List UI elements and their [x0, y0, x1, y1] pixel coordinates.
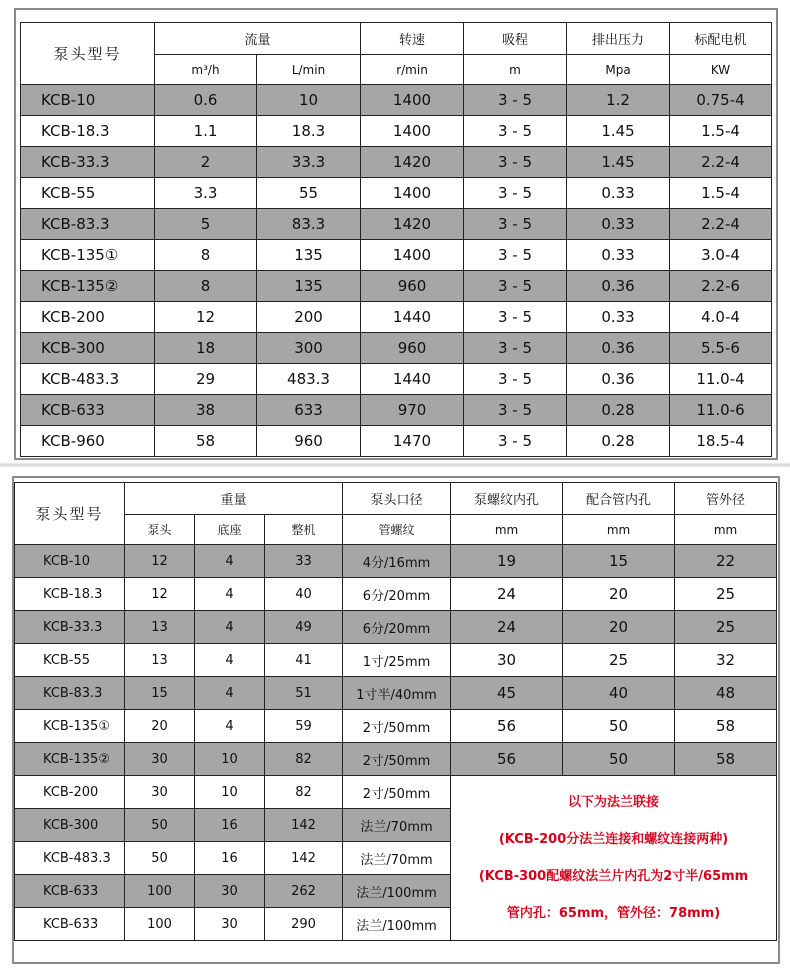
- value-cell: 22: [675, 545, 777, 578]
- value-cell: 40: [265, 578, 343, 611]
- sub-complete: 整机: [265, 515, 343, 545]
- value-cell: 40: [563, 677, 675, 710]
- value-cell: 0.6: [155, 85, 257, 116]
- table-row: [15, 677, 777, 710]
- value-cell: 6分/20mm: [343, 578, 451, 611]
- value-cell: 3 - 5: [464, 240, 567, 271]
- value-cell: 18: [155, 333, 257, 364]
- value-cell: 32: [675, 644, 777, 677]
- value-cell: 4: [195, 578, 265, 611]
- value-cell: 2.2-4: [670, 209, 772, 240]
- value-cell: 59: [265, 710, 343, 743]
- value-cell: 1寸半/40mm: [343, 677, 451, 710]
- value-cell: 1.45: [567, 147, 670, 178]
- value-cell: 142: [265, 809, 343, 842]
- value-cell: 49: [265, 611, 343, 644]
- value-cell: 法兰/70mm: [343, 842, 451, 875]
- table-row: [21, 240, 772, 271]
- value-cell: 58: [675, 743, 777, 776]
- value-cell: 4分/16mm: [343, 545, 451, 578]
- value-cell: 2.2-6: [670, 271, 772, 302]
- model-cell: KCB-960: [21, 426, 155, 457]
- value-cell: 3 - 5: [464, 147, 567, 178]
- value-cell: 1440: [361, 364, 464, 395]
- value-cell: 8: [155, 240, 257, 271]
- value-cell: 15: [563, 545, 675, 578]
- model-cell: KCB-300: [15, 809, 125, 842]
- table-row: [21, 271, 772, 302]
- value-cell: 18.5-4: [670, 426, 772, 457]
- unit-flow-m3h: m³/h: [155, 55, 257, 85]
- value-cell: 法兰/70mm: [343, 809, 451, 842]
- value-cell: 11.0-4: [670, 364, 772, 395]
- value-cell: 100: [125, 908, 195, 941]
- value-cell: 50: [563, 743, 675, 776]
- header-flow: 流量: [155, 23, 361, 55]
- value-cell: 55: [257, 178, 361, 209]
- value-cell: 960: [257, 426, 361, 457]
- table-row: [15, 644, 777, 677]
- value-cell: 24: [451, 578, 563, 611]
- table-row: [21, 85, 772, 116]
- sub-unit-thread-bore: mm: [451, 515, 563, 545]
- value-cell: 1.1: [155, 116, 257, 147]
- value-cell: 82: [265, 776, 343, 809]
- value-cell: 1470: [361, 426, 464, 457]
- model-cell: KCB-33.3: [21, 147, 155, 178]
- value-cell: 0.36: [567, 364, 670, 395]
- table-row: [15, 611, 777, 644]
- value-cell: 33: [265, 545, 343, 578]
- value-cell: 13: [125, 644, 195, 677]
- value-cell: 10: [195, 776, 265, 809]
- value-cell: 4: [195, 644, 265, 677]
- sub-unit-pipe-bore: mm: [563, 515, 675, 545]
- value-cell: 4: [195, 545, 265, 578]
- flange-note-line: 以下为法兰联接: [568, 795, 660, 810]
- value-cell: 58: [155, 426, 257, 457]
- value-cell: 29: [155, 364, 257, 395]
- model-cell: KCB-483.3: [15, 842, 125, 875]
- value-cell: 4: [195, 710, 265, 743]
- value-cell: 82: [265, 743, 343, 776]
- value-cell: 3 - 5: [464, 395, 567, 426]
- value-cell: 12: [125, 578, 195, 611]
- model-cell: KCB-135②: [21, 271, 155, 302]
- unit-motor: KW: [670, 55, 772, 85]
- value-cell: 633: [257, 395, 361, 426]
- model-cell: KCB-55: [21, 178, 155, 209]
- model-cell: KCB-10: [15, 545, 125, 578]
- table-row: [21, 364, 772, 395]
- value-cell: 3 - 5: [464, 333, 567, 364]
- header-pipe-od: 管外径: [675, 483, 777, 515]
- header-motor: 标配电机: [670, 23, 772, 55]
- flange-note-line: 管内孔：65mm，管外径：78mm): [506, 906, 721, 921]
- model-cell: KCB-33.3: [15, 611, 125, 644]
- value-cell: 1400: [361, 178, 464, 209]
- flange-note-line: (KCB-300配螺纹法兰片内孔为2寸半/65mm: [478, 869, 749, 884]
- value-cell: 3 - 5: [464, 302, 567, 333]
- model-cell: KCB-200: [21, 302, 155, 333]
- value-cell: 30: [195, 875, 265, 908]
- header-pipe-bore: 配合管内孔: [563, 483, 675, 515]
- value-cell: 960: [361, 271, 464, 302]
- sub-pump-head: 泵头: [125, 515, 195, 545]
- value-cell: 3.3: [155, 178, 257, 209]
- weight-port-table: [14, 482, 777, 941]
- section-divider: [0, 462, 790, 468]
- value-cell: 18.3: [257, 116, 361, 147]
- value-cell: 3.0-4: [670, 240, 772, 271]
- value-cell: 2寸/50mm: [343, 710, 451, 743]
- value-cell: 262: [265, 875, 343, 908]
- value-cell: 2: [155, 147, 257, 178]
- value-cell: 3 - 5: [464, 271, 567, 302]
- value-cell: 20: [563, 611, 675, 644]
- value-cell: 50: [563, 710, 675, 743]
- value-cell: 1.45: [567, 116, 670, 147]
- table-row: [21, 333, 772, 364]
- value-cell: 30: [195, 908, 265, 941]
- value-cell: 1400: [361, 240, 464, 271]
- table-row: [21, 116, 772, 147]
- table-row: [21, 178, 772, 209]
- unit-stroke: m: [464, 55, 567, 85]
- value-cell: 1400: [361, 85, 464, 116]
- value-cell: 4: [195, 611, 265, 644]
- value-cell: 10: [195, 743, 265, 776]
- table-row: [15, 776, 777, 809]
- header-model: 泵头型号: [21, 23, 155, 85]
- flange-note-line: (KCB-200分法兰连接和螺纹连接两种): [498, 832, 729, 847]
- value-cell: 3 - 5: [464, 364, 567, 395]
- value-cell: 16: [195, 842, 265, 875]
- header-stroke: 吸程: [464, 23, 567, 55]
- model-cell: KCB-83.3: [21, 209, 155, 240]
- spec-panel-weight: [12, 476, 780, 964]
- table-row: [15, 743, 777, 776]
- value-cell: 0.33: [567, 302, 670, 333]
- model-cell: KCB-300: [21, 333, 155, 364]
- value-cell: 3 - 5: [464, 209, 567, 240]
- value-cell: 20: [125, 710, 195, 743]
- model-cell: KCB-483.3: [21, 364, 155, 395]
- header-pressure: 排出压力: [567, 23, 670, 55]
- value-cell: 58: [675, 710, 777, 743]
- value-cell: 970: [361, 395, 464, 426]
- value-cell: 38: [155, 395, 257, 426]
- value-cell: 3 - 5: [464, 116, 567, 147]
- value-cell: 0.36: [567, 333, 670, 364]
- spec-panel-flow: [14, 8, 778, 460]
- header-speed: 转速: [361, 23, 464, 55]
- value-cell: 5.5-6: [670, 333, 772, 364]
- value-cell: 56: [451, 743, 563, 776]
- value-cell: 5: [155, 209, 257, 240]
- value-cell: 3 - 5: [464, 85, 567, 116]
- sub-unit-pipe-od: mm: [675, 515, 777, 545]
- value-cell: 100: [125, 875, 195, 908]
- value-cell: 4.0-4: [670, 302, 772, 333]
- table-row: [21, 395, 772, 426]
- value-cell: 16: [195, 809, 265, 842]
- unit-pressure: Mpa: [567, 55, 670, 85]
- value-cell: 50: [125, 809, 195, 842]
- value-cell: 4: [195, 677, 265, 710]
- header-weight: 重量: [125, 483, 343, 515]
- value-cell: 24: [451, 611, 563, 644]
- value-cell: 3 - 5: [464, 426, 567, 457]
- value-cell: 3 - 5: [464, 178, 567, 209]
- value-cell: 15: [125, 677, 195, 710]
- table-row: [15, 578, 777, 611]
- value-cell: 0.75-4: [670, 85, 772, 116]
- value-cell: 45: [451, 677, 563, 710]
- model-cell: KCB-18.3: [15, 578, 125, 611]
- value-cell: 25: [675, 611, 777, 644]
- value-cell: 483.3: [257, 364, 361, 395]
- value-cell: 0.36: [567, 271, 670, 302]
- flow-spec-table: [20, 22, 772, 457]
- value-cell: 1.5-4: [670, 116, 772, 147]
- value-cell: 2寸/50mm: [343, 743, 451, 776]
- value-cell: 30: [125, 776, 195, 809]
- flange-note: [451, 776, 777, 941]
- value-cell: 41: [265, 644, 343, 677]
- value-cell: 30: [451, 644, 563, 677]
- value-cell: 0.33: [567, 209, 670, 240]
- model-cell: KCB-135①: [21, 240, 155, 271]
- value-cell: 法兰/100mm: [343, 875, 451, 908]
- value-cell: 0.28: [567, 395, 670, 426]
- table-row: [21, 209, 772, 240]
- value-cell: 25: [675, 578, 777, 611]
- value-cell: 1寸/25mm: [343, 644, 451, 677]
- value-cell: 法兰/100mm: [343, 908, 451, 941]
- value-cell: 30: [125, 743, 195, 776]
- model-cell: KCB-55: [15, 644, 125, 677]
- value-cell: 0.33: [567, 178, 670, 209]
- value-cell: 2寸/50mm: [343, 776, 451, 809]
- value-cell: 50: [125, 842, 195, 875]
- value-cell: 290: [265, 908, 343, 941]
- value-cell: 8: [155, 271, 257, 302]
- value-cell: 135: [257, 271, 361, 302]
- unit-flow-lmin: L/min: [257, 55, 361, 85]
- table-row: [21, 426, 772, 457]
- value-cell: 33.3: [257, 147, 361, 178]
- value-cell: 19: [451, 545, 563, 578]
- model-cell: KCB-633: [21, 395, 155, 426]
- value-cell: 1.5-4: [670, 178, 772, 209]
- value-cell: 11.0-6: [670, 395, 772, 426]
- model-cell: KCB-633: [15, 908, 125, 941]
- value-cell: 6分/20mm: [343, 611, 451, 644]
- value-cell: 1420: [361, 209, 464, 240]
- value-cell: 1440: [361, 302, 464, 333]
- value-cell: 25: [563, 644, 675, 677]
- value-cell: 20: [563, 578, 675, 611]
- value-cell: 200: [257, 302, 361, 333]
- model-cell: KCB-83.3: [15, 677, 125, 710]
- value-cell: 51: [265, 677, 343, 710]
- model-cell: KCB-10: [21, 85, 155, 116]
- value-cell: 12: [125, 545, 195, 578]
- value-cell: 83.3: [257, 209, 361, 240]
- value-cell: 1.2: [567, 85, 670, 116]
- table-row: [21, 147, 772, 178]
- model-cell: KCB-633: [15, 875, 125, 908]
- table-row: [15, 710, 777, 743]
- value-cell: 1400: [361, 116, 464, 147]
- model-cell: KCB-135②: [15, 743, 125, 776]
- value-cell: 300: [257, 333, 361, 364]
- header-thread-bore: 泵螺纹内孔: [451, 483, 563, 515]
- value-cell: 0.33: [567, 240, 670, 271]
- value-cell: 142: [265, 842, 343, 875]
- table-row: [21, 302, 772, 333]
- unit-speed: r/min: [361, 55, 464, 85]
- value-cell: 135: [257, 240, 361, 271]
- value-cell: 12: [155, 302, 257, 333]
- value-cell: 56: [451, 710, 563, 743]
- header-model-2: 泵头型号: [15, 483, 125, 545]
- value-cell: 2.2-4: [670, 147, 772, 178]
- value-cell: 0.28: [567, 426, 670, 457]
- model-cell: KCB-18.3: [21, 116, 155, 147]
- header-port: 泵头口径: [343, 483, 451, 515]
- model-cell: KCB-200: [15, 776, 125, 809]
- value-cell: 13: [125, 611, 195, 644]
- table-row: [15, 545, 777, 578]
- sub-base: 底座: [195, 515, 265, 545]
- model-cell: KCB-135①: [15, 710, 125, 743]
- value-cell: 960: [361, 333, 464, 364]
- value-cell: 48: [675, 677, 777, 710]
- value-cell: 1420: [361, 147, 464, 178]
- sub-pipe-thread: 管螺纹: [343, 515, 451, 545]
- value-cell: 10: [257, 85, 361, 116]
